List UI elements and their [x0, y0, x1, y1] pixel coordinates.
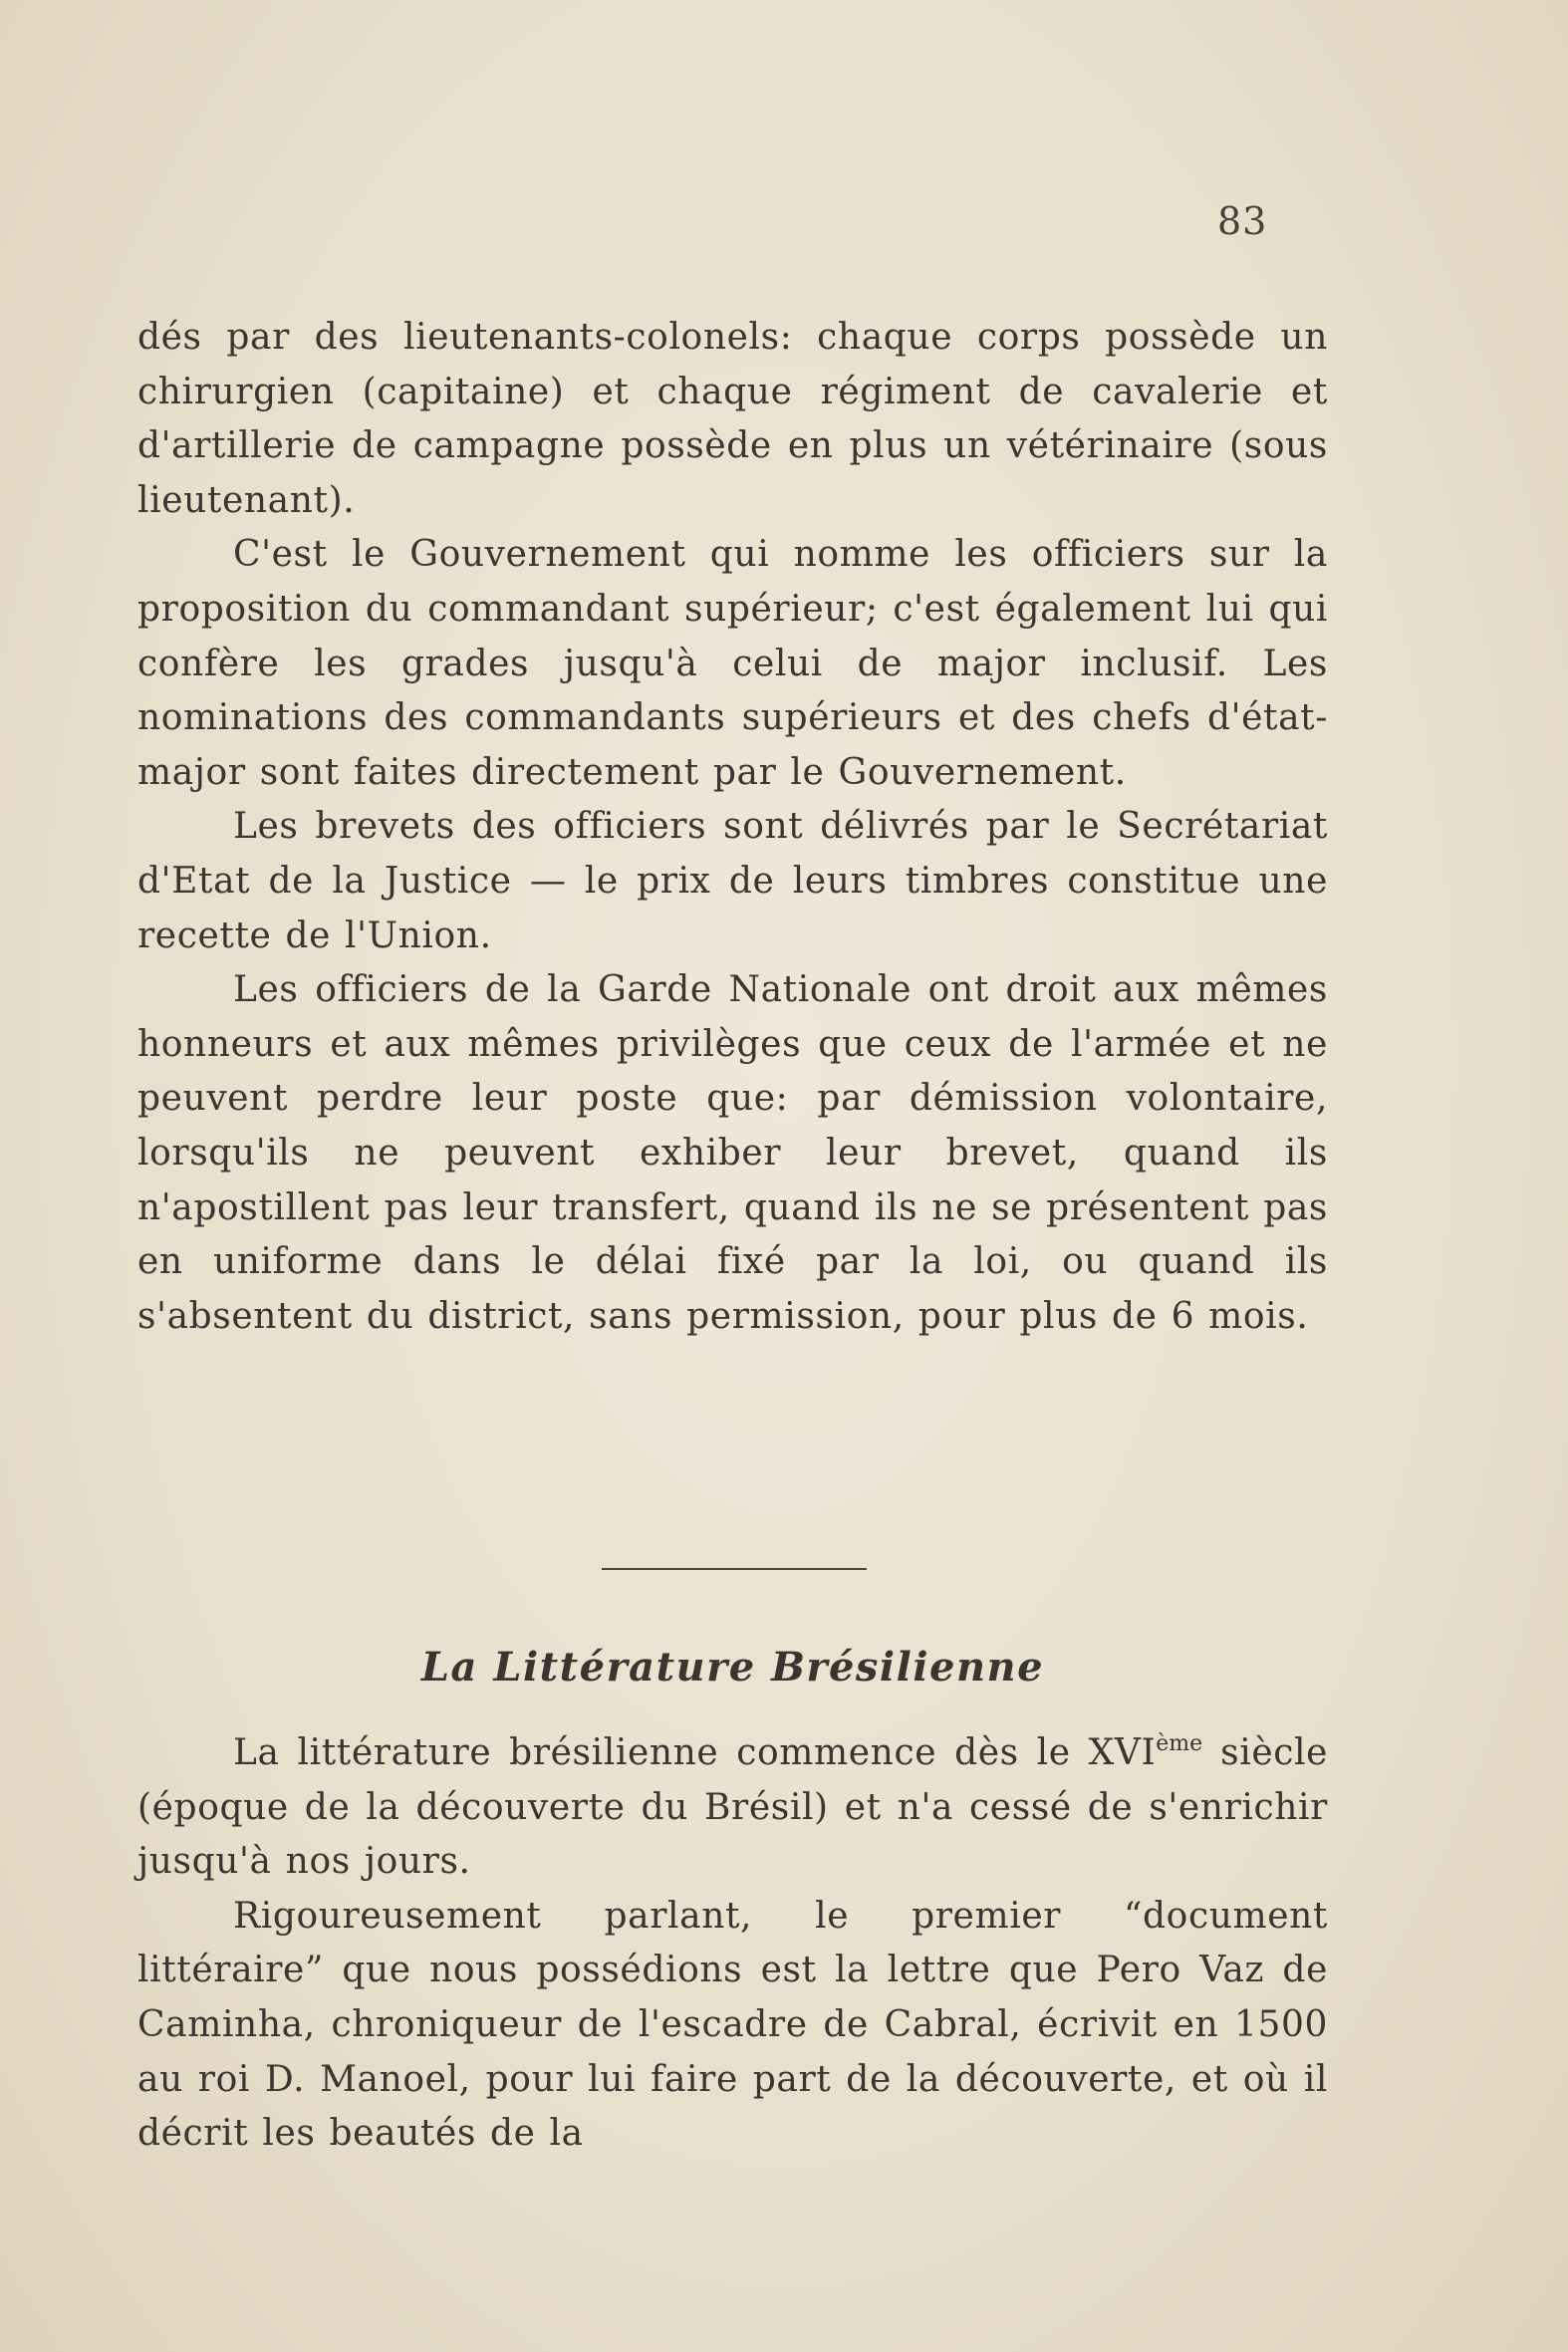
intro-text-after: siècle (époque de la découverte du Brésil) et n'a cessé de s'enrichir jusqu'à nos jours. [137, 1732, 1329, 1883]
body-text-top [137, 311, 1328, 1344]
body-text-section [137, 1726, 1328, 2162]
paragraph-continuation: dés par des lieutenants-colonels: chaque corps possède un chirurgien (capitaine) et chaque régiment de cavalerie et d'artillerie de campagne possède en plus un vétérinaire (sous lieutenant). [137, 317, 1328, 521]
paragraph-caminha: Rigoureusement parlant, le premier “document littéraire” que nous possédions est la lettre que Pero Vaz de Caminha, chroniqueur de l'escadre de Cabral, écrivit en 1500 au roi D. Manoel, pour lui faire part de la découverte, et où il décrit les beautés de la [137, 1895, 1328, 2155]
section-title: La Littérature Brésilienne [420, 1644, 1045, 1691]
paragraph-brevets: Les brevets des officiers sont délivrés par le Secrétariat d'Etat de la Justice — le prix de leurs timbres constitue une recette de l'Union. [137, 806, 1328, 956]
century-superscript: ème [1156, 1731, 1203, 1756]
paragraph-litterature-intro [137, 1726, 1328, 1890]
section-divider [602, 1568, 867, 1570]
page-number: 83 [1217, 199, 1268, 243]
paragraph-government: C'est le Gouvernement qui nomme les officiers sur la proposition du commandant supérieur; c'est également lui qui confère les grades jusqu'à celui de major inclusif. Les nominations des commandants supérieurs et des chefs d'état-major sont faites directement par le Gouvernement. [137, 534, 1328, 793]
intro-text-before: La littérature brésilienne commence dès le XVI [233, 1732, 1157, 1773]
paragraph-garde-nationale: Les officiers de la Garde Nationale ont droit aux mêmes honneurs et aux mêmes privilèges que ceux de l'armée et ne peuvent perdre leur poste que: par démission volontaire, lorsqu'ils ne peuvent exhiber leur brevet, quand ils n'apostillent pas leur transfert, quand ils ne se présentent pas en uniforme dans le délai fixé par la loi, ou quand ils s'absentent du district, sans permission, pour plus de 6 mois. [137, 969, 1328, 1337]
